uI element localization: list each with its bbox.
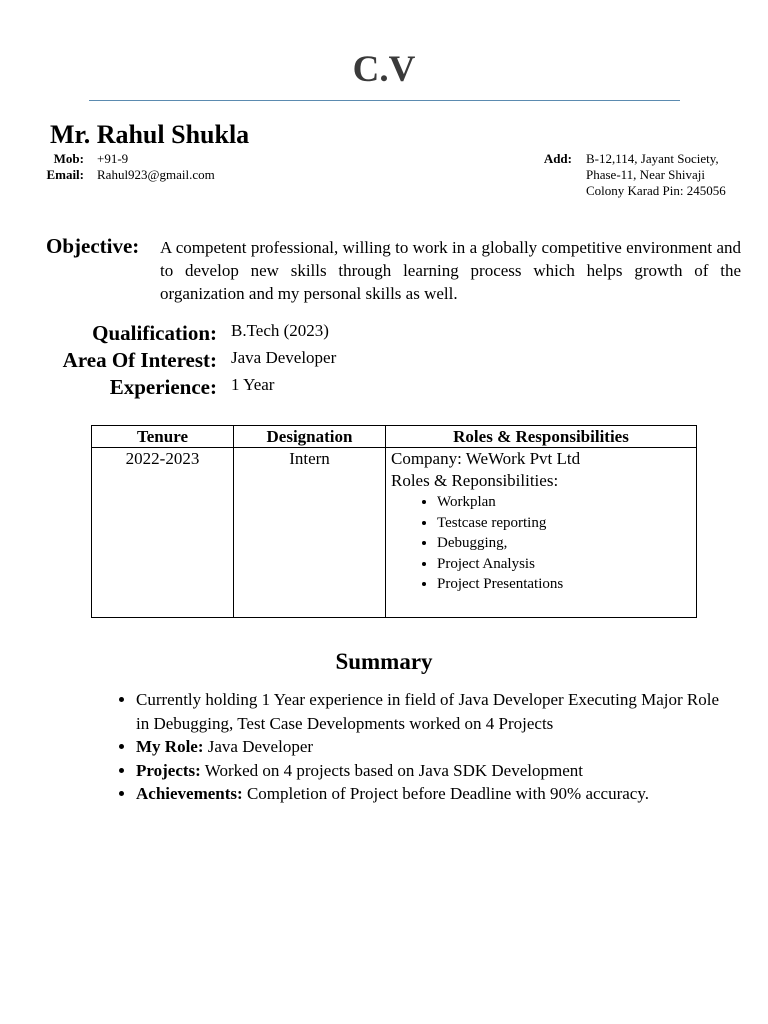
tenure-cell: 2022-2023: [92, 448, 234, 618]
list-item: • Project Analysis: [437, 554, 696, 575]
qualification-label: Qualification:: [92, 321, 217, 345]
table-row: [92, 448, 697, 618]
experience-label: Experience:: [109, 375, 217, 399]
roles-header: Roles & Responsibilities: [386, 426, 697, 448]
company-name: Company: WeWork Pvt Ltd: [391, 449, 581, 468]
summary-item-text: Worked on 4 projects based on Java SDK Development: [200, 760, 583, 780]
designation-header: Designation: [234, 426, 386, 448]
roles-list: [386, 492, 696, 595]
objective-text: A competent professional, willing to work in a globally competitive environment and to develop new skills through learning process which helps growth of the organization and my personal skills as well.: [160, 238, 741, 303]
list-item: • Workplan: [437, 492, 696, 513]
address-line: Phase-11, Near Shivaji: [586, 167, 706, 182]
address-line: Colony Karad Pin: 245056: [586, 183, 726, 198]
table-header-row: [92, 426, 697, 448]
candidate-name: Mr. Rahul Shukla: [50, 120, 250, 149]
email-label: Email:: [46, 167, 84, 182]
list-item: • Testcase reporting: [437, 513, 696, 534]
summary-heading: Summary: [335, 649, 433, 674]
summary-item-label: Achievements:: [136, 784, 243, 803]
area-of-interest-label: Area Of Interest:: [62, 348, 217, 372]
experience-value: 1 Year: [231, 375, 275, 394]
roles-cell: [386, 448, 697, 618]
email-value: Rahul923@gmail.com: [97, 167, 215, 182]
designation-cell: Intern: [234, 448, 386, 618]
area-of-interest-value: Java Developer: [231, 348, 337, 367]
summary-item-label: My Role:: [136, 737, 204, 756]
summary-item-label: Projects:: [136, 760, 201, 780]
qualification-value: B.Tech (2023): [231, 321, 329, 340]
summary-list: [108, 688, 736, 806]
objective-label: Objective:: [46, 234, 140, 258]
title-divider: [89, 100, 680, 101]
address-line: B-12,114, Jayant Society,: [586, 151, 719, 166]
mobile-label: Mob:: [53, 151, 84, 166]
summary-item-text: Java Developer: [203, 737, 314, 756]
list-item: [136, 735, 736, 759]
list-item: [136, 782, 736, 806]
summary-item-text: Currently holding 1 Year experience in field of Java Developer Executing Major Role in Debugging, Test Case Developments worked on 4 Projects: [136, 690, 720, 733]
mobile-value: +91-9: [97, 151, 129, 166]
list-item: • Project Presentations: [437, 574, 696, 595]
list-item: [136, 688, 736, 735]
roles-heading: Roles & Reponsibilities:: [391, 471, 559, 490]
list-item: [136, 759, 736, 783]
address-label: Add:: [543, 151, 572, 166]
experience-table: [91, 425, 697, 618]
summary-item-text: Completion of Project before Deadline with 90% accuracy.: [242, 784, 649, 803]
tenure-header: Tenure: [92, 426, 234, 448]
list-item: • Debugging,: [437, 533, 696, 554]
document-title: C.V: [352, 49, 416, 90]
